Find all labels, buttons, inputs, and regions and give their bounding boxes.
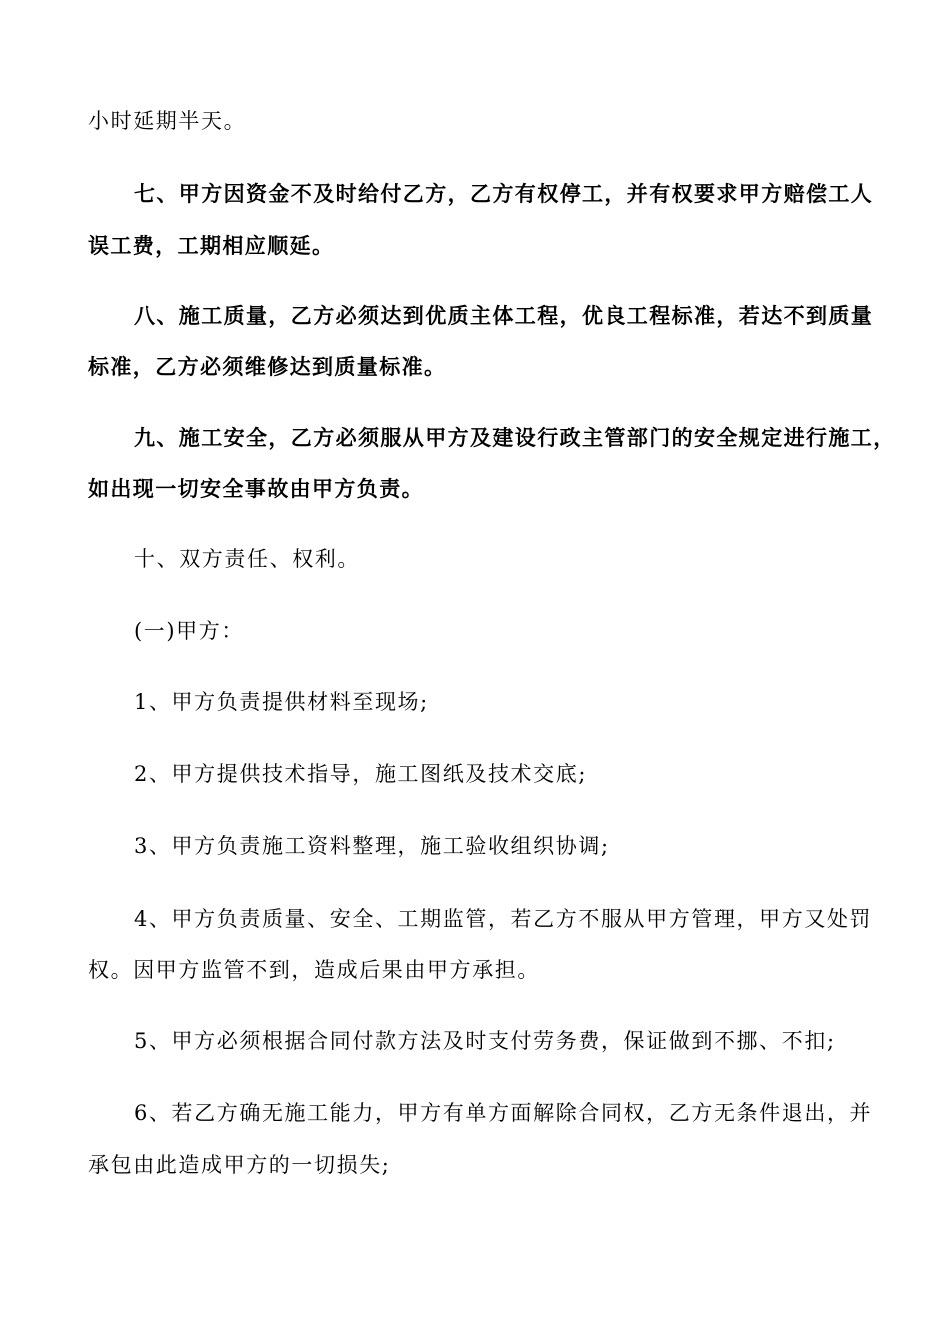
party-a-item-6-line-1: 6、若乙方确无施工能力，甲方有单方面解除合同权，乙方无条件退出，并 (134, 1101, 873, 1125)
party-a-item-6-line-2: 承包由此造成甲方的一切损失; (88, 1153, 391, 1177)
clause-10-heading: 十、双方责任、权利。 (134, 547, 360, 571)
clause-9-line-2: 如出现一切安全事故由甲方负责。 (88, 477, 424, 501)
clause-7-line-2: 误工费，工期相应顺延。 (88, 234, 335, 258)
party-a-heading: (一)甲方： (134, 619, 244, 643)
clause-8-line-2: 标准，乙方必须维修达到质量标准。 (88, 355, 447, 379)
party-a-item-5: 5、甲方必须根据合同付款方法及时支付劳务费，保证做到不挪、不扣; (134, 1029, 836, 1053)
party-a-item-3: 3、甲方负责施工资料整理，施工验收组织协调; (134, 834, 610, 858)
party-a-item-1: 1、甲方负责提供材料至现场; (134, 690, 429, 714)
clause-7-line-1: 七、甲方因资金不及时给付乙方，乙方有权停工，并有权要求甲方赔偿工人 (134, 182, 874, 206)
party-a-item-4-line-2: 权。因甲方监管不到，造成后果由甲方承担。 (88, 958, 540, 982)
clause-9-line-1: 九、施工安全，乙方必须服从甲方及建设行政主管部门的安全规定进行施工， (134, 426, 896, 450)
party-a-item-2: 2、甲方提供技术指导，施工图纸及技术交底; (134, 762, 588, 786)
clause-8-line-1: 八、施工质量，乙方必须达到优质主体工程，优良工程标准，若达不到质量 (134, 304, 874, 328)
text-line: 小时延期半天。 (88, 109, 247, 133)
party-a-item-4-line-1: 4、甲方负责质量、安全、工期监管，若乙方不服从甲方管理，甲方又处罚 (134, 907, 873, 931)
